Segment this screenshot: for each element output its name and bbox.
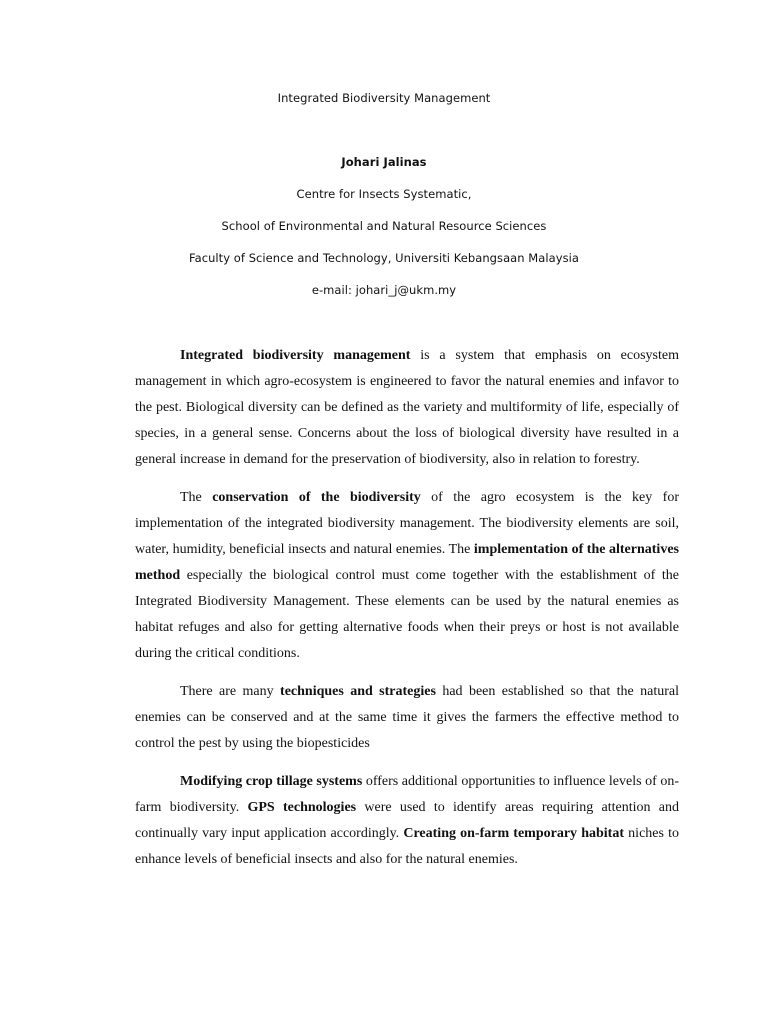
paragraph-text: is a system that emphasis on ecosystem management in which agro-ecosystem is engineered to favor the natural enemies and infavor to the pest. Biological diversity can be defined as the variety and multiformity of life, especially of species, in a general sense. Concerns about the loss of biological diversity have resulted in a general increase in demand for the preservation of biodiversity, also in relation to forestry. <box>135 348 679 467</box>
bold-term: conservation of the biodiversity <box>212 490 421 505</box>
paragraph-3 <box>135 679 679 757</box>
paragraph-text: had been established so that the natural enemies can be conserved and at the same time it gives the farmers the effective method to control the pest by using the biopesticides <box>135 684 679 751</box>
document-body <box>135 343 679 885</box>
paragraph-text: niches to enhance levels of beneficial insects and also for the natural enemies. <box>135 826 680 867</box>
bold-term: implementation of the alternatives method <box>135 542 679 583</box>
paragraph-text: The <box>180 490 213 505</box>
paragraph-text: offers additional opportunities to influence levels of on-farm biodiversity. <box>135 774 679 815</box>
paragraph-text: of the agro ecosystem is the key for implementation of the integrated biodiversity management. The biodiversity elements are soil, water, humidity, beneficial insects and natural enemies. The <box>135 490 679 557</box>
paragraph-text: especially the biological control must come together with the establishment of the Integrated Biodiversity Management. These elements can be used by the natural enemies as habitat refuges and also for getting alternative foods when their preys or host is not available during the critical conditions. <box>135 568 679 661</box>
paragraph-text: were used to identify areas requiring attention and continually vary input application accordingly. <box>135 800 679 841</box>
affiliation-centre: Centre for Insects Systematic, <box>296 187 472 201</box>
author-email: e-mail: johari_j@ukm.my <box>311 283 457 297</box>
paragraph-2 <box>135 485 679 667</box>
document-title: Integrated Biodiversity Management <box>277 91 491 105</box>
bold-term: Modifying crop tillage systems <box>180 774 363 789</box>
paragraph-text: There are many <box>180 684 281 699</box>
bold-term: Integrated biodiversity management <box>180 348 411 363</box>
affiliation-faculty: Faculty of Science and Technology, Universiti Kebangsaan Malaysia <box>189 251 579 265</box>
paragraph-4 <box>135 769 679 873</box>
affiliation-school: School of Environmental and Natural Resource Sciences <box>221 219 547 233</box>
bold-term: techniques and strategies <box>280 684 436 699</box>
paragraph-1 <box>135 343 679 473</box>
bold-term: GPS technologies <box>247 800 357 815</box>
bold-term: Creating on-farm temporary habitat <box>403 826 625 841</box>
author-name: Johari Jalinas <box>341 155 427 169</box>
